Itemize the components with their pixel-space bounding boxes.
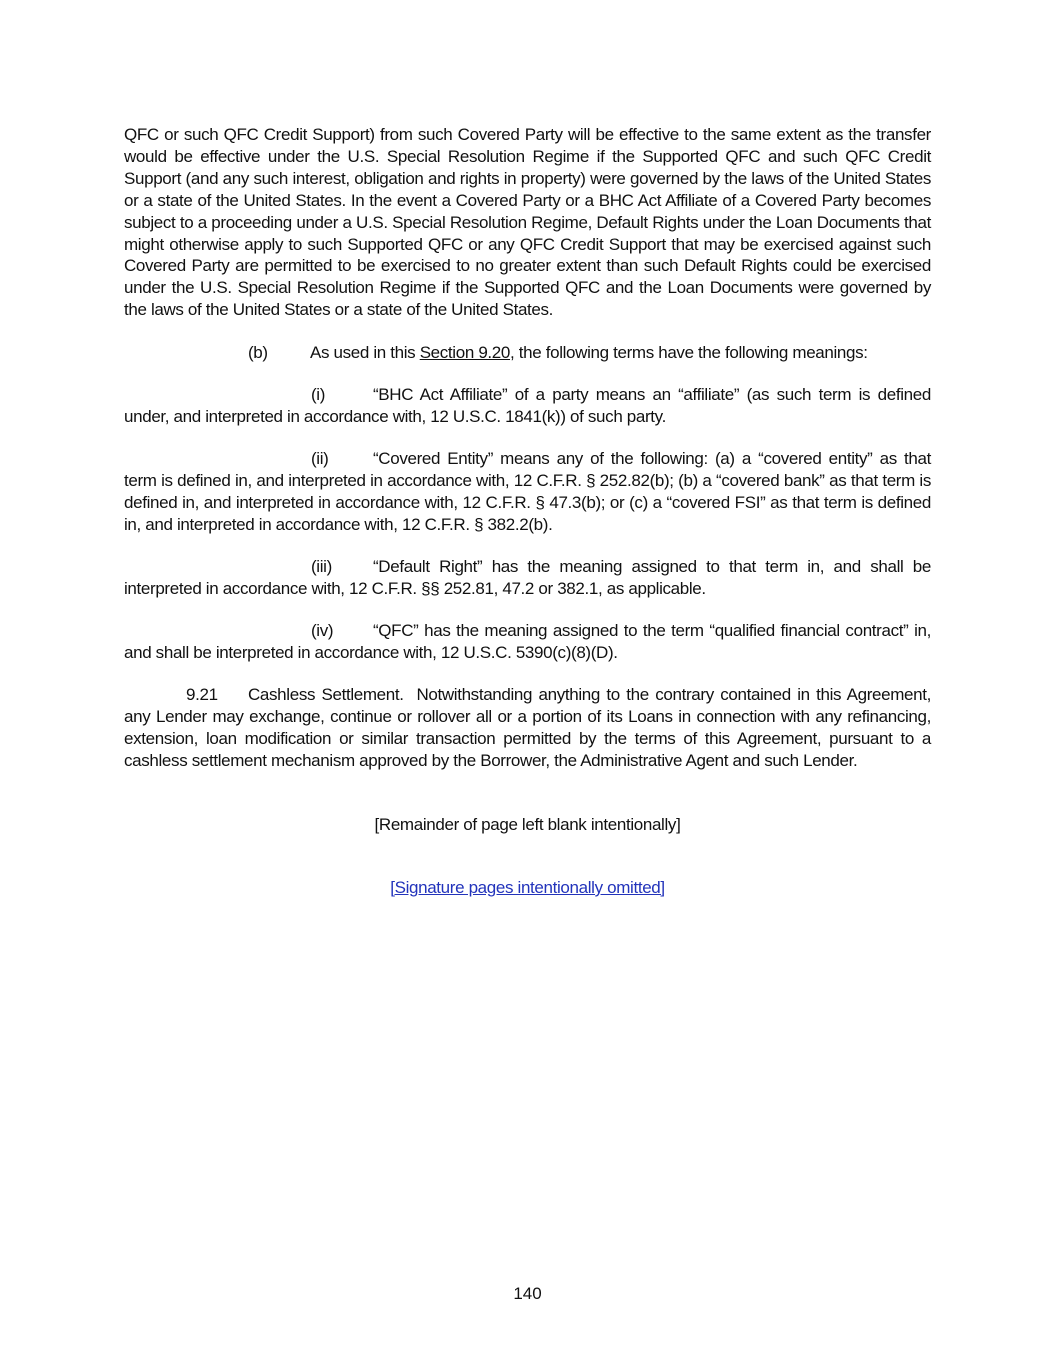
definition-covered-entity bbox=[124, 448, 931, 536]
section-heading: Cashless Settlement. bbox=[248, 685, 404, 704]
signature-pages-link[interactable]: [Signature pages intentionally omitted] bbox=[390, 878, 665, 897]
section-reference-link[interactable]: Section 9.20 bbox=[419, 343, 511, 362]
definition-text: “Default Right” has the meaning assigned to that term in, and shall be interpreted in accordance with, 12 C.F.R. §§ 252.81, 47.2 or 382.1, as applicable. bbox=[124, 557, 931, 598]
subsection-b-text-after: , the following terms have the following meanings: bbox=[510, 343, 868, 362]
subsection-b bbox=[124, 342, 931, 364]
definition-text: “QFC” has the meaning assigned to the term “qualified financial contract” in, and shall be interpreted in accordance with, 12 U.S.C. 5390(c)(8)(D). bbox=[124, 621, 931, 662]
continuation-paragraph: QFC or such QFC Credit Support) from such Covered Party will be effective to the same extent as the transfer would be effective under the U.S. Special Resolution Regime if the Supported QFC and such QFC Credit Support (and any such interest, obligation and rights in property) were governed by the laws of the United States or a state of the United States. In the event a Covered Party or a BHC Act Affiliate of a Covered Party becomes subject to a proceeding under a U.S. Special Resolution Regime, Default Rights under the Loan Documents that might otherwise apply to such Supported QFC or any QFC Credit Support that may be exercised against such Covered Party are permitted to be exercised to no greater extent than such Default Rights could be exercised under the U.S. Special Resolution Regime if the Supported QFC and the Loan Documents were governed by the laws of the United States or a state of the United States. bbox=[124, 125, 931, 320]
definition-label: (i) bbox=[311, 385, 326, 404]
section-9-21 bbox=[124, 684, 931, 772]
definition-label: (iii) bbox=[311, 557, 332, 576]
definition-qfc bbox=[124, 620, 931, 664]
definition-label: (iv) bbox=[311, 621, 334, 640]
section-text: Notwithstanding anything to the contrary contained in this Agreement, any Lender may exchange, continue or rollover all or a portion of its Loans in connection with any refinancing, extension, loan modification or similar transaction permitted by the terms of this Agreement, pursuant to a cashless settlement mechanism approved by the Borrower, the Administrative Agent and such Lender. bbox=[124, 685, 931, 770]
definition-bhc-act-affiliate bbox=[124, 384, 931, 428]
definition-default-right bbox=[124, 556, 931, 600]
definition-text: “Covered Entity” means any of the following: (a) a “covered entity” as that term is defined in, and interpreted in accordance with, 12 C.F.R. § 252.82(b); (b) a “covered bank” as that term is defined in, and interpreted in accordance with, 12 C.F.R. § 47.3(b); or (c) a “covered FSI” as that term is defined in, and interpreted in accordance with, 12 C.F.R. § 382.2(b). bbox=[124, 449, 931, 534]
definition-text: “BHC Act Affiliate” of a party means an “affiliate” (as such term is defined under, and interpreted in accordance with, 12 U.S.C. 1841(k)) of such party. bbox=[124, 385, 931, 426]
subsection-b-text-before: As used in this bbox=[310, 343, 420, 362]
signature-line bbox=[0, 877, 1055, 899]
definition-label: (ii) bbox=[311, 449, 329, 468]
section-number: 9.21 bbox=[186, 685, 218, 704]
subsection-b-label: (b) bbox=[248, 343, 268, 362]
remainder-note: [Remainder of page left blank intentionally] bbox=[374, 815, 681, 834]
page-number: 140 bbox=[513, 1284, 542, 1303]
